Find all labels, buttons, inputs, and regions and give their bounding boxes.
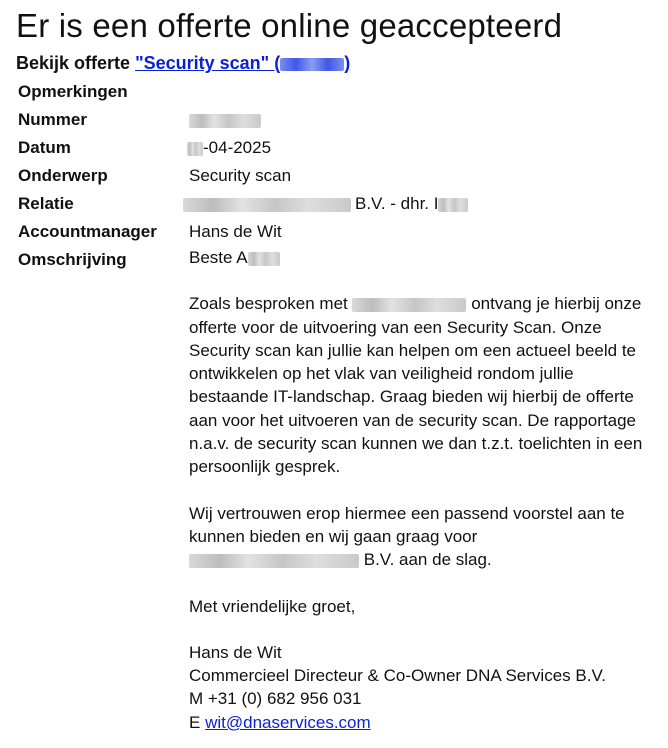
view-quote-link[interactable]: [135, 53, 350, 73]
redacted-company-name: [189, 554, 359, 568]
description-body: [189, 246, 651, 734]
relation-text: B.V. - dhr. I: [355, 194, 439, 213]
detail-row-datum: [18, 134, 651, 162]
detail-value: [189, 190, 651, 218]
page-title: Er is een offerte online geaccepteerd: [16, 7, 563, 44]
redacted-quote-number: [280, 58, 344, 71]
view-quote-link-text: "Security scan" (: [135, 53, 281, 73]
signature-name: Hans de Wit: [189, 642, 282, 662]
detail-label: Relatie: [18, 194, 74, 213]
paragraph-1-rest: ontvang je hierbij onze offerte voor de uitvoering van een Security Scan. Onze Security scan kan jullie kan helpen om een actueel beeld te ontwikkelen op het vlak van veiligheid rondom jullie bestaande IT-landschap. Graag bieden wij hierbij de offerte aan voor het uitvoeren van de security scan. De rapportage n.a.v. de security scan kunnen we dan t.z.t. toelichten in een persoonlijk gesprek.: [189, 294, 643, 477]
detail-value: Hans de Wit: [189, 222, 282, 241]
detail-row-opmerkingen: [18, 78, 651, 106]
paragraph-1-start: Zoals besproken met: [189, 294, 348, 314]
quote-details-table: [18, 78, 651, 734]
signature-email-link[interactable]: wit@dnaservices.com: [205, 712, 371, 732]
greeting-text: Beste A: [189, 248, 248, 267]
paragraph-2-rest: B.V. aan de slag.: [363, 550, 492, 570]
signature-block: [189, 641, 651, 734]
detail-value: Security scan: [189, 166, 292, 185]
date-value: -04-2025: [203, 138, 272, 157]
detail-row-accountmanager: [18, 218, 651, 246]
detail-value: [189, 134, 651, 162]
view-quote-line: [16, 52, 654, 74]
redacted-contact-name: [438, 198, 468, 212]
paragraph-2-start: Wij vertrouwen erop hiermee een passend voorstel aan te kunnen bieden en wij gaan graag voor: [189, 503, 625, 546]
detail-label: Accountmanager: [18, 222, 157, 241]
detail-value: [189, 106, 651, 134]
closing-line: Met vriendelijke groet,: [189, 596, 356, 616]
detail-label: Opmerkingen: [18, 82, 128, 101]
detail-row-onderwerp: [18, 162, 651, 190]
redacted-day: [187, 142, 203, 156]
detail-value: [189, 78, 651, 106]
redacted-company: [183, 198, 351, 212]
paragraph-1: [189, 292, 651, 478]
detail-row-relatie: [18, 190, 651, 218]
signature-email-prefix: E: [189, 712, 201, 732]
redacted-first-name: [248, 252, 280, 266]
redacted-person-name: [352, 298, 466, 312]
detail-row-nummer: [18, 106, 651, 134]
signature-phone: M +31 (0) 682 956 031: [189, 689, 362, 709]
view-quote-prefix: Bekijk offerte: [16, 53, 131, 73]
greeting-line: [189, 246, 651, 269]
detail-label: Nummer: [18, 110, 87, 129]
detail-label: Onderwerp: [18, 166, 108, 185]
redacted-number: [189, 114, 261, 128]
view-quote-link-close: ): [344, 53, 351, 73]
signature-title: Commercieel Directeur & Co-Owner DNA Services B.V.: [189, 666, 606, 686]
paragraph-2: [189, 502, 651, 572]
detail-row-omschrijving: [18, 246, 651, 734]
detail-label: Omschrijving: [18, 250, 127, 269]
detail-label: Datum: [18, 138, 71, 157]
